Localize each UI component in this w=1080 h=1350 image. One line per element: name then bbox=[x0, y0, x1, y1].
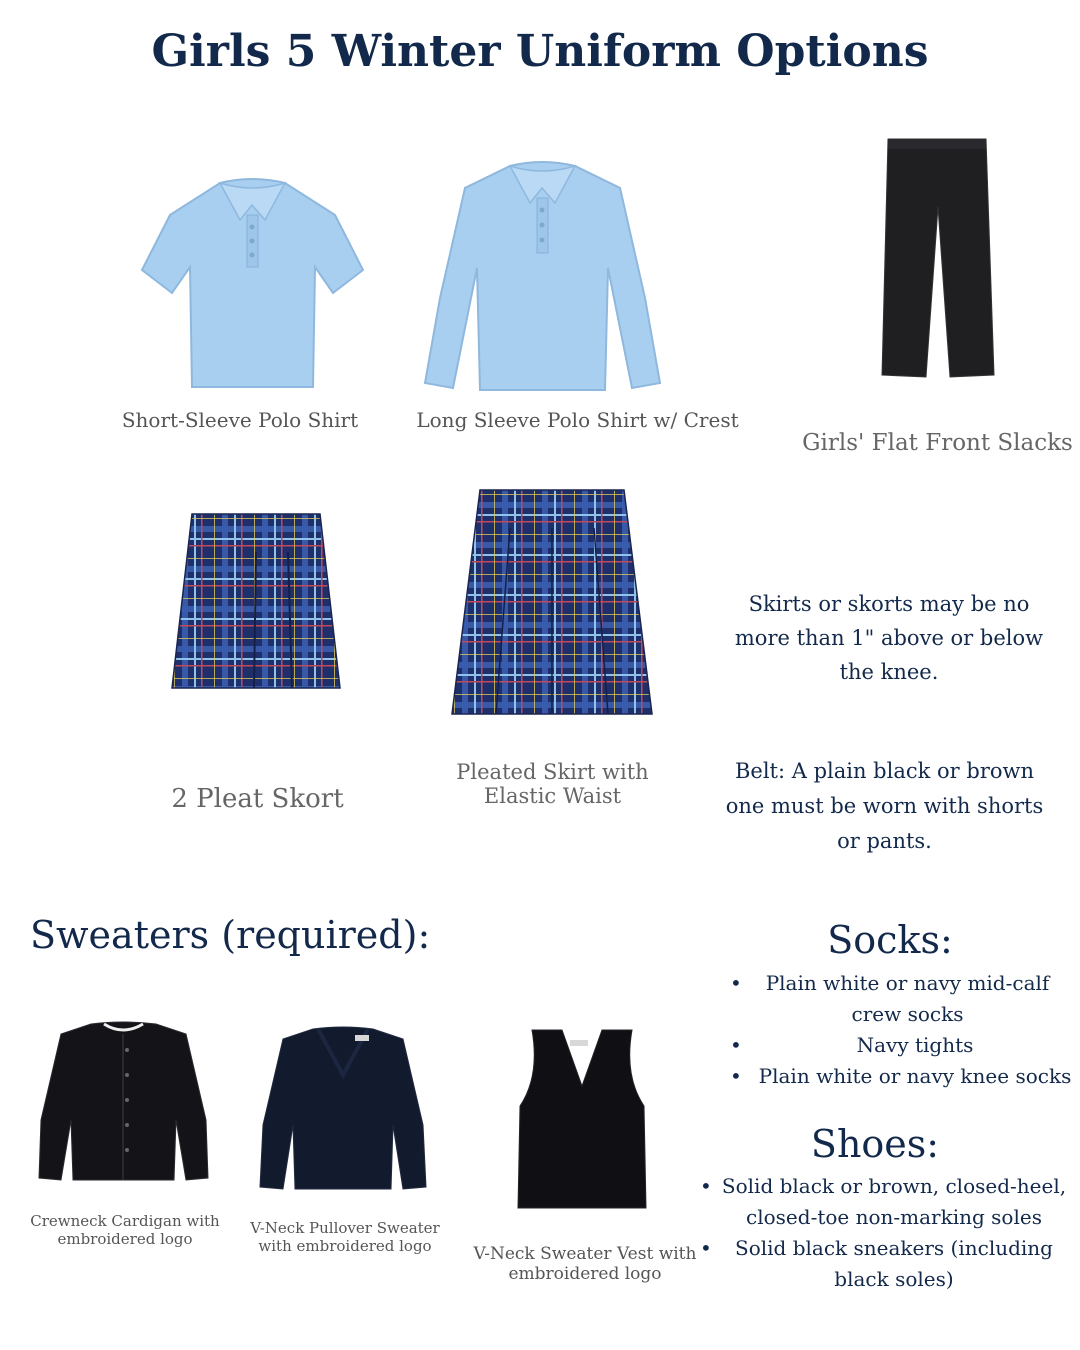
socks-item: • Plain white or navy mid-calf crew socks bbox=[730, 968, 1075, 1030]
pleated-skirt-image bbox=[448, 488, 655, 718]
long-sleeve-polo-image bbox=[420, 158, 665, 398]
skort-caption: 2 Pleat Skort bbox=[171, 784, 344, 814]
socks-list bbox=[730, 968, 1075, 1092]
cardigan-image bbox=[36, 1020, 211, 1185]
socks-item: • Navy tights bbox=[730, 1030, 1075, 1061]
pullover-caption: V-Neck Pullover Sweater with embroidered logo bbox=[250, 1219, 440, 1255]
slacks-caption: Girls' Flat Front Slacks bbox=[802, 430, 1073, 456]
shoes-item: • Solid black sneakers (including black soles) bbox=[700, 1233, 1068, 1295]
slacks-image bbox=[878, 137, 998, 382]
vest-caption: V-Neck Sweater Vest with embroidered logo bbox=[473, 1244, 697, 1284]
skort-image bbox=[168, 512, 346, 692]
socks-heading: Socks: bbox=[827, 918, 953, 962]
pleated-skirt-caption: Pleated Skirt with Elastic Waist bbox=[456, 760, 649, 808]
socks-item: • Plain white or navy knee socks bbox=[730, 1061, 1075, 1092]
cardigan-caption: Crewneck Cardigan with embroidered logo bbox=[30, 1212, 220, 1248]
shoes-item: • Solid black or brown, closed-heel, closed-toe non-marking soles bbox=[700, 1171, 1068, 1233]
shoes-heading: Shoes: bbox=[810, 1122, 940, 1166]
short-sleeve-polo-caption: Short-Sleeve Polo Shirt bbox=[121, 408, 359, 432]
sweaters-heading: Sweaters (required): bbox=[30, 913, 431, 957]
pullover-image bbox=[258, 1025, 428, 1195]
vest-image bbox=[512, 1026, 652, 1211]
short-sleeve-polo-image bbox=[135, 175, 370, 395]
long-sleeve-polo-caption: Long Sleeve Polo Shirt w/ Crest bbox=[416, 408, 739, 432]
skirt-length-note: Skirts or skorts may be no more than 1" above or below the knee. bbox=[734, 592, 1044, 684]
page-title: Girls 5 Winter Uniform Options bbox=[151, 26, 929, 77]
belt-note: Belt: A plain black or brown one must be worn with shorts or pants. bbox=[725, 759, 1044, 853]
shoes-list bbox=[700, 1171, 1068, 1295]
